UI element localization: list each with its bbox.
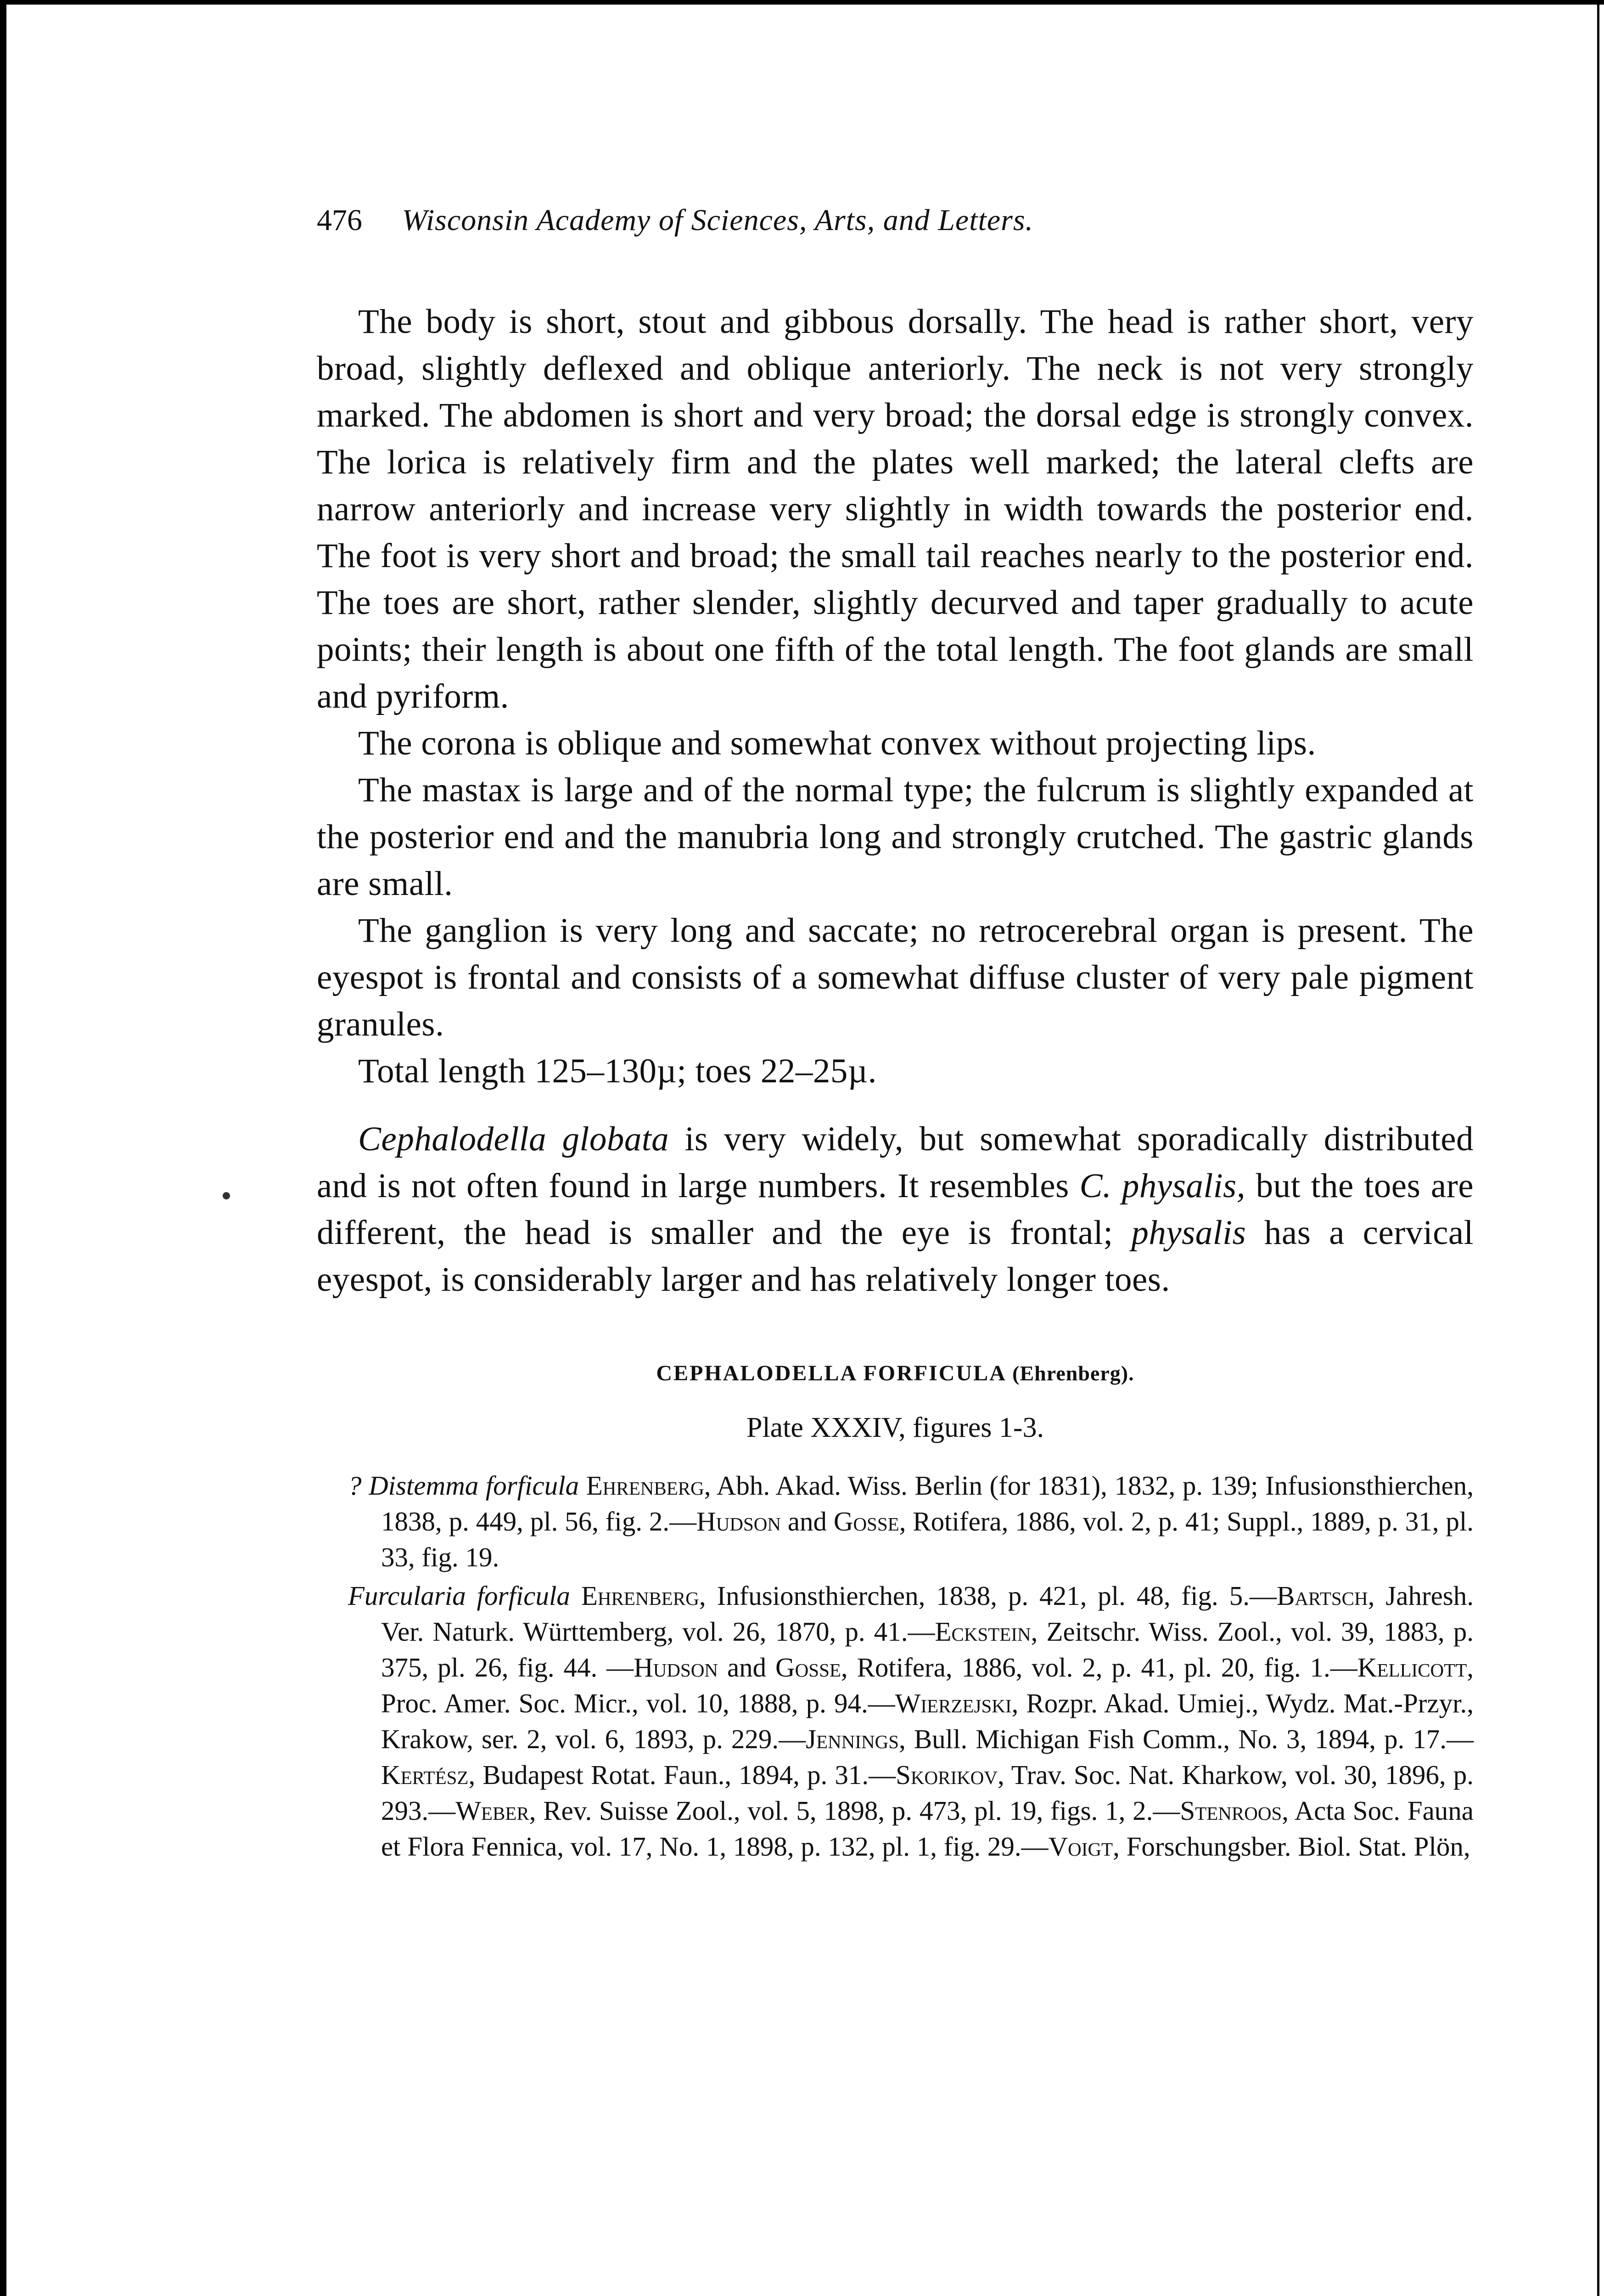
- remarks-text-2: but the toes are different, the head is smaller and the eye is frontal;: [317, 1167, 1474, 1252]
- paragraph-ganglion: The ganglion is very long and saccate; no retrocerebral organ is present. The eyespot is frontal and consists of a somewhat diffuse cluster of very pale pigment granules.: [317, 912, 1474, 1043]
- citation-text: , Abh. Akad. Wiss. Berlin (for 1831), 1832, p. 139; Infusionsthierchen, 1838, p. 449, pl. 56, fig. 2.—: [381, 1470, 1474, 1536]
- author-name: Weber: [455, 1795, 529, 1826]
- author-name: Hudson: [696, 1506, 781, 1536]
- citation-text: and: [718, 1652, 776, 1683]
- author-name: Kertész: [381, 1760, 469, 1790]
- paragraph-measurements: Total length 125–130µ; toes 22–25µ.: [358, 1052, 877, 1090]
- author-name: Kellicott: [1357, 1652, 1467, 1683]
- author-name: Voigt: [1048, 1831, 1113, 1862]
- citation-text: , Proc. Amer. Soc. Micr., vol. 10, 1888, p. 94.—: [381, 1652, 1474, 1718]
- page-number: 476: [317, 203, 362, 237]
- author-name: Ehrenberg: [586, 1470, 704, 1501]
- citation-text: , Bull. Michigan Fish Comm., No. 3, 1894, p. 17.—: [899, 1724, 1474, 1754]
- species-name-2: C. physalis,: [1079, 1167, 1245, 1205]
- paragraph-mastax: The mastax is large and of the normal type; the fulcrum is slightly expanded at the posterior end and the manubria long and strongly crutched. The gastric glands are small.: [317, 771, 1474, 903]
- citation-text: , Acta Soc. Fauna et Flora Fennica, vol. 17, No. 1, 1898, p. 132, pl. 1, fig. 29.—: [381, 1795, 1474, 1862]
- author-name: Gosse: [833, 1506, 899, 1536]
- paragraph-remarks: [317, 1116, 1474, 1303]
- running-head: [317, 202, 1474, 239]
- citation-text: , Infusionsthierchen, 1838, p. 421, pl. 48, fig. 5.—: [699, 1581, 1277, 1611]
- species-description: [317, 298, 1474, 1303]
- journal-title: Wisconsin Academy of Sciences, Arts, and Letters.: [402, 203, 1034, 237]
- author-name: Skorikov: [896, 1760, 998, 1790]
- citation-text: , Budapest Rotat. Faun., 1894, p. 31.—: [468, 1760, 896, 1790]
- author-name: Jennings: [806, 1724, 899, 1754]
- species-name: Cephalodella globata: [358, 1120, 669, 1158]
- citation-text: , Forschungsber. Biol. Stat. Plön,: [1113, 1831, 1470, 1862]
- scan-speck: [223, 1192, 230, 1199]
- section-heading: [317, 1357, 1474, 1390]
- scan-border-top: [0, 0, 1604, 5]
- author-name: Hudson: [634, 1652, 718, 1683]
- citation-text: , Rozpr. Akad. Umiej., Wydz. Mat.-Przyr., Krakow, ser. 2, vol. 6, 1893, p. 229.—: [381, 1688, 1474, 1754]
- page-content: [317, 202, 1474, 1867]
- species-name-3: physalis: [1131, 1214, 1246, 1252]
- remarks-text-3: has a cervical eyespot, is considerably larger and has relatively longer toes.: [317, 1214, 1474, 1299]
- section-heading-title: CEPHALODELLA FORFICULA: [656, 1361, 1006, 1385]
- citation-text: , Jahresh. Ver. Naturk. Württemberg, vol. 26, 1870, p. 41.—: [381, 1581, 1474, 1647]
- paragraph-body: The body is short, stout and gibbous dorsally. The head is rather short, very broad, slightly deflexed and oblique anteriorly. The neck is not very strongly marked. The abdomen is short and very broad; the dorsal edge is strongly convex. The lorica is relatively firm and the plates well marked; the lateral clefts are narrow anteriorly and increase very slightly in width towards the posterior end. The foot is very short and broad; the small tail reaches nearly to the posterior end. The toes are short, rather slender, slightly decurved and taper gradually to acute points; their length is about one fifth of the total length. The foot glands are small and pyriform.: [317, 303, 1474, 715]
- author-name: Gosse: [775, 1652, 841, 1683]
- synonymy-list: [317, 1468, 1474, 1864]
- paragraph-corona: The corona is oblique and somewhat convex without projecting lips.: [358, 724, 1316, 762]
- plate-reference: Plate XXXIV, figures 1-3.: [746, 1412, 1044, 1443]
- synonymy-entry: [317, 1468, 1474, 1575]
- section-heading-author: (Ehrenberg).: [1012, 1362, 1134, 1385]
- synonym-name: ? Distemma forficula: [348, 1470, 579, 1501]
- author-name: Wierzejski: [895, 1688, 1012, 1718]
- author-name: Ehrenberg: [581, 1581, 699, 1611]
- citation-text: , Zeitschr. Wiss. Zool., vol. 39, 1883, p. 375, pl. 26, fig. 44. —: [381, 1616, 1474, 1683]
- synonym-name: Furcularia forficula: [348, 1581, 570, 1611]
- author-name: Bartsch: [1276, 1581, 1368, 1611]
- remarks-text-1: is very widely, but somewhat sporadically distributed and is not often found in large numbers. It resembles: [317, 1120, 1474, 1205]
- citation-text: , Trav. Soc. Nat. Kharkow, vol. 30, 1896, p. 293.—: [381, 1760, 1474, 1826]
- author-name: Eckstein: [935, 1616, 1031, 1647]
- synonymy-entry: [317, 1578, 1474, 1864]
- scan-border-left: [0, 0, 6, 2296]
- scan-border-right: [1597, 0, 1599, 2296]
- author-name: Stenroos: [1180, 1795, 1282, 1826]
- citation-text: , Rotifera, 1886, vol. 2, p. 41; Suppl., 1889, p. 31, pl. 33, fig. 19.: [381, 1506, 1474, 1572]
- citation-text: , Rotifera, 1886, vol. 2, p. 41, pl. 20, fig. 1.—: [841, 1652, 1357, 1683]
- citation-text: , Rev. Suisse Zool., vol. 5, 1898, p. 473, pl. 19, figs. 1, 2.—: [529, 1795, 1180, 1826]
- citation-text: and: [781, 1506, 834, 1536]
